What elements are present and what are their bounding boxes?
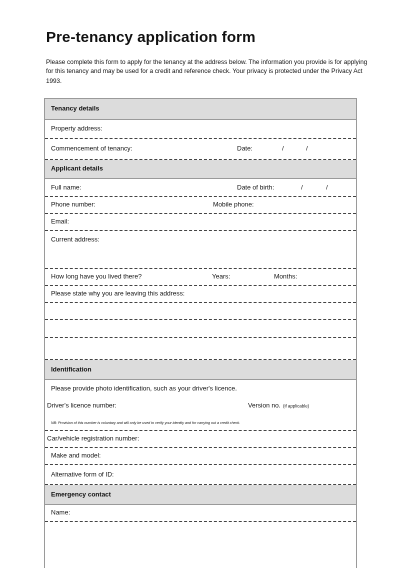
current-address-label: Current address: [51, 236, 100, 244]
field-alternative-id[interactable] [45, 465, 356, 485]
section-header-applicant [45, 160, 356, 179]
photo-id-instruction [45, 380, 356, 397]
field-make-model[interactable] [45, 448, 356, 465]
field-property-address[interactable] [45, 120, 356, 139]
section-title-emergency: Emergency contact [51, 491, 111, 498]
mobile-label: Mobile phone: [213, 201, 254, 209]
make-model-label: Make and model: [51, 452, 101, 460]
field-why-leaving-line-2[interactable] [45, 303, 356, 320]
field-phone[interactable] [45, 197, 356, 214]
commencement-label: Commencement of tenancy: [51, 145, 133, 153]
field-email[interactable] [45, 214, 356, 231]
why-leaving-label: Please state why you are leaving this address: [51, 290, 185, 298]
licence-label: Driver's licence number: [47, 402, 117, 410]
car-registration-label: Car/vehicle registration number: [47, 435, 140, 443]
alternative-id-label: Alternative form of ID: [51, 471, 114, 478]
field-why-leaving-line-4[interactable] [45, 338, 356, 360]
page-title: Pre-tenancy application form [46, 29, 256, 46]
field-why-leaving[interactable] [45, 286, 356, 303]
property-address-label: Property address: [51, 125, 103, 133]
licence-note-row [45, 415, 356, 431]
field-commencement[interactable] [45, 139, 356, 160]
dob-slash-1: / [301, 184, 303, 191]
field-current-address[interactable] [45, 231, 356, 269]
application-form [44, 98, 357, 568]
photo-id-text: Please provide photo identification, such as your driver's licence. [51, 385, 237, 392]
months-label: Months: [274, 273, 298, 281]
field-emergency-name[interactable] [45, 505, 356, 522]
field-licence[interactable] [45, 397, 356, 415]
emergency-name-label: Name: [51, 509, 71, 517]
intro-text: Please complete this form to apply for the tenancy at the address below. The information you provide is for applying for this tenancy and may be used for a credit and reference check. Your privacy is protected under the Privacy Act 1993. [46, 59, 368, 85]
dob-label: Date of birth: [237, 184, 275, 191]
date-label: Date: [237, 145, 253, 153]
version-label: Version no. [248, 402, 281, 410]
section-title-identification: Identification [51, 366, 92, 373]
section-header-emergency [45, 485, 356, 505]
section-header-tenancy [45, 99, 356, 120]
field-car-registration[interactable] [45, 431, 356, 448]
years-label: Years: [212, 273, 231, 281]
how-long-label: How long have you lived there? [51, 273, 142, 281]
dob-slash-2: / [326, 184, 328, 191]
field-full-name[interactable] [45, 179, 356, 197]
field-how-long[interactable] [45, 269, 356, 286]
section-header-identification [45, 360, 356, 380]
section-title-tenancy: Tenancy details [51, 105, 100, 113]
date-slash-2: / [306, 145, 308, 153]
field-why-leaving-line-3[interactable] [45, 320, 356, 338]
phone-label: Phone number: [51, 201, 96, 209]
email-label: Email: [51, 218, 70, 226]
full-name-label: Full name: [51, 184, 82, 191]
licence-note: NB: Provision of this number is voluntary and will only be used to verify your identity and for carrying out a credit check. [51, 420, 241, 425]
section-title-applicant: Applicant details [51, 165, 104, 173]
if-applicable-label: (if applicable) [283, 403, 310, 409]
date-slash-1: / [282, 145, 284, 153]
